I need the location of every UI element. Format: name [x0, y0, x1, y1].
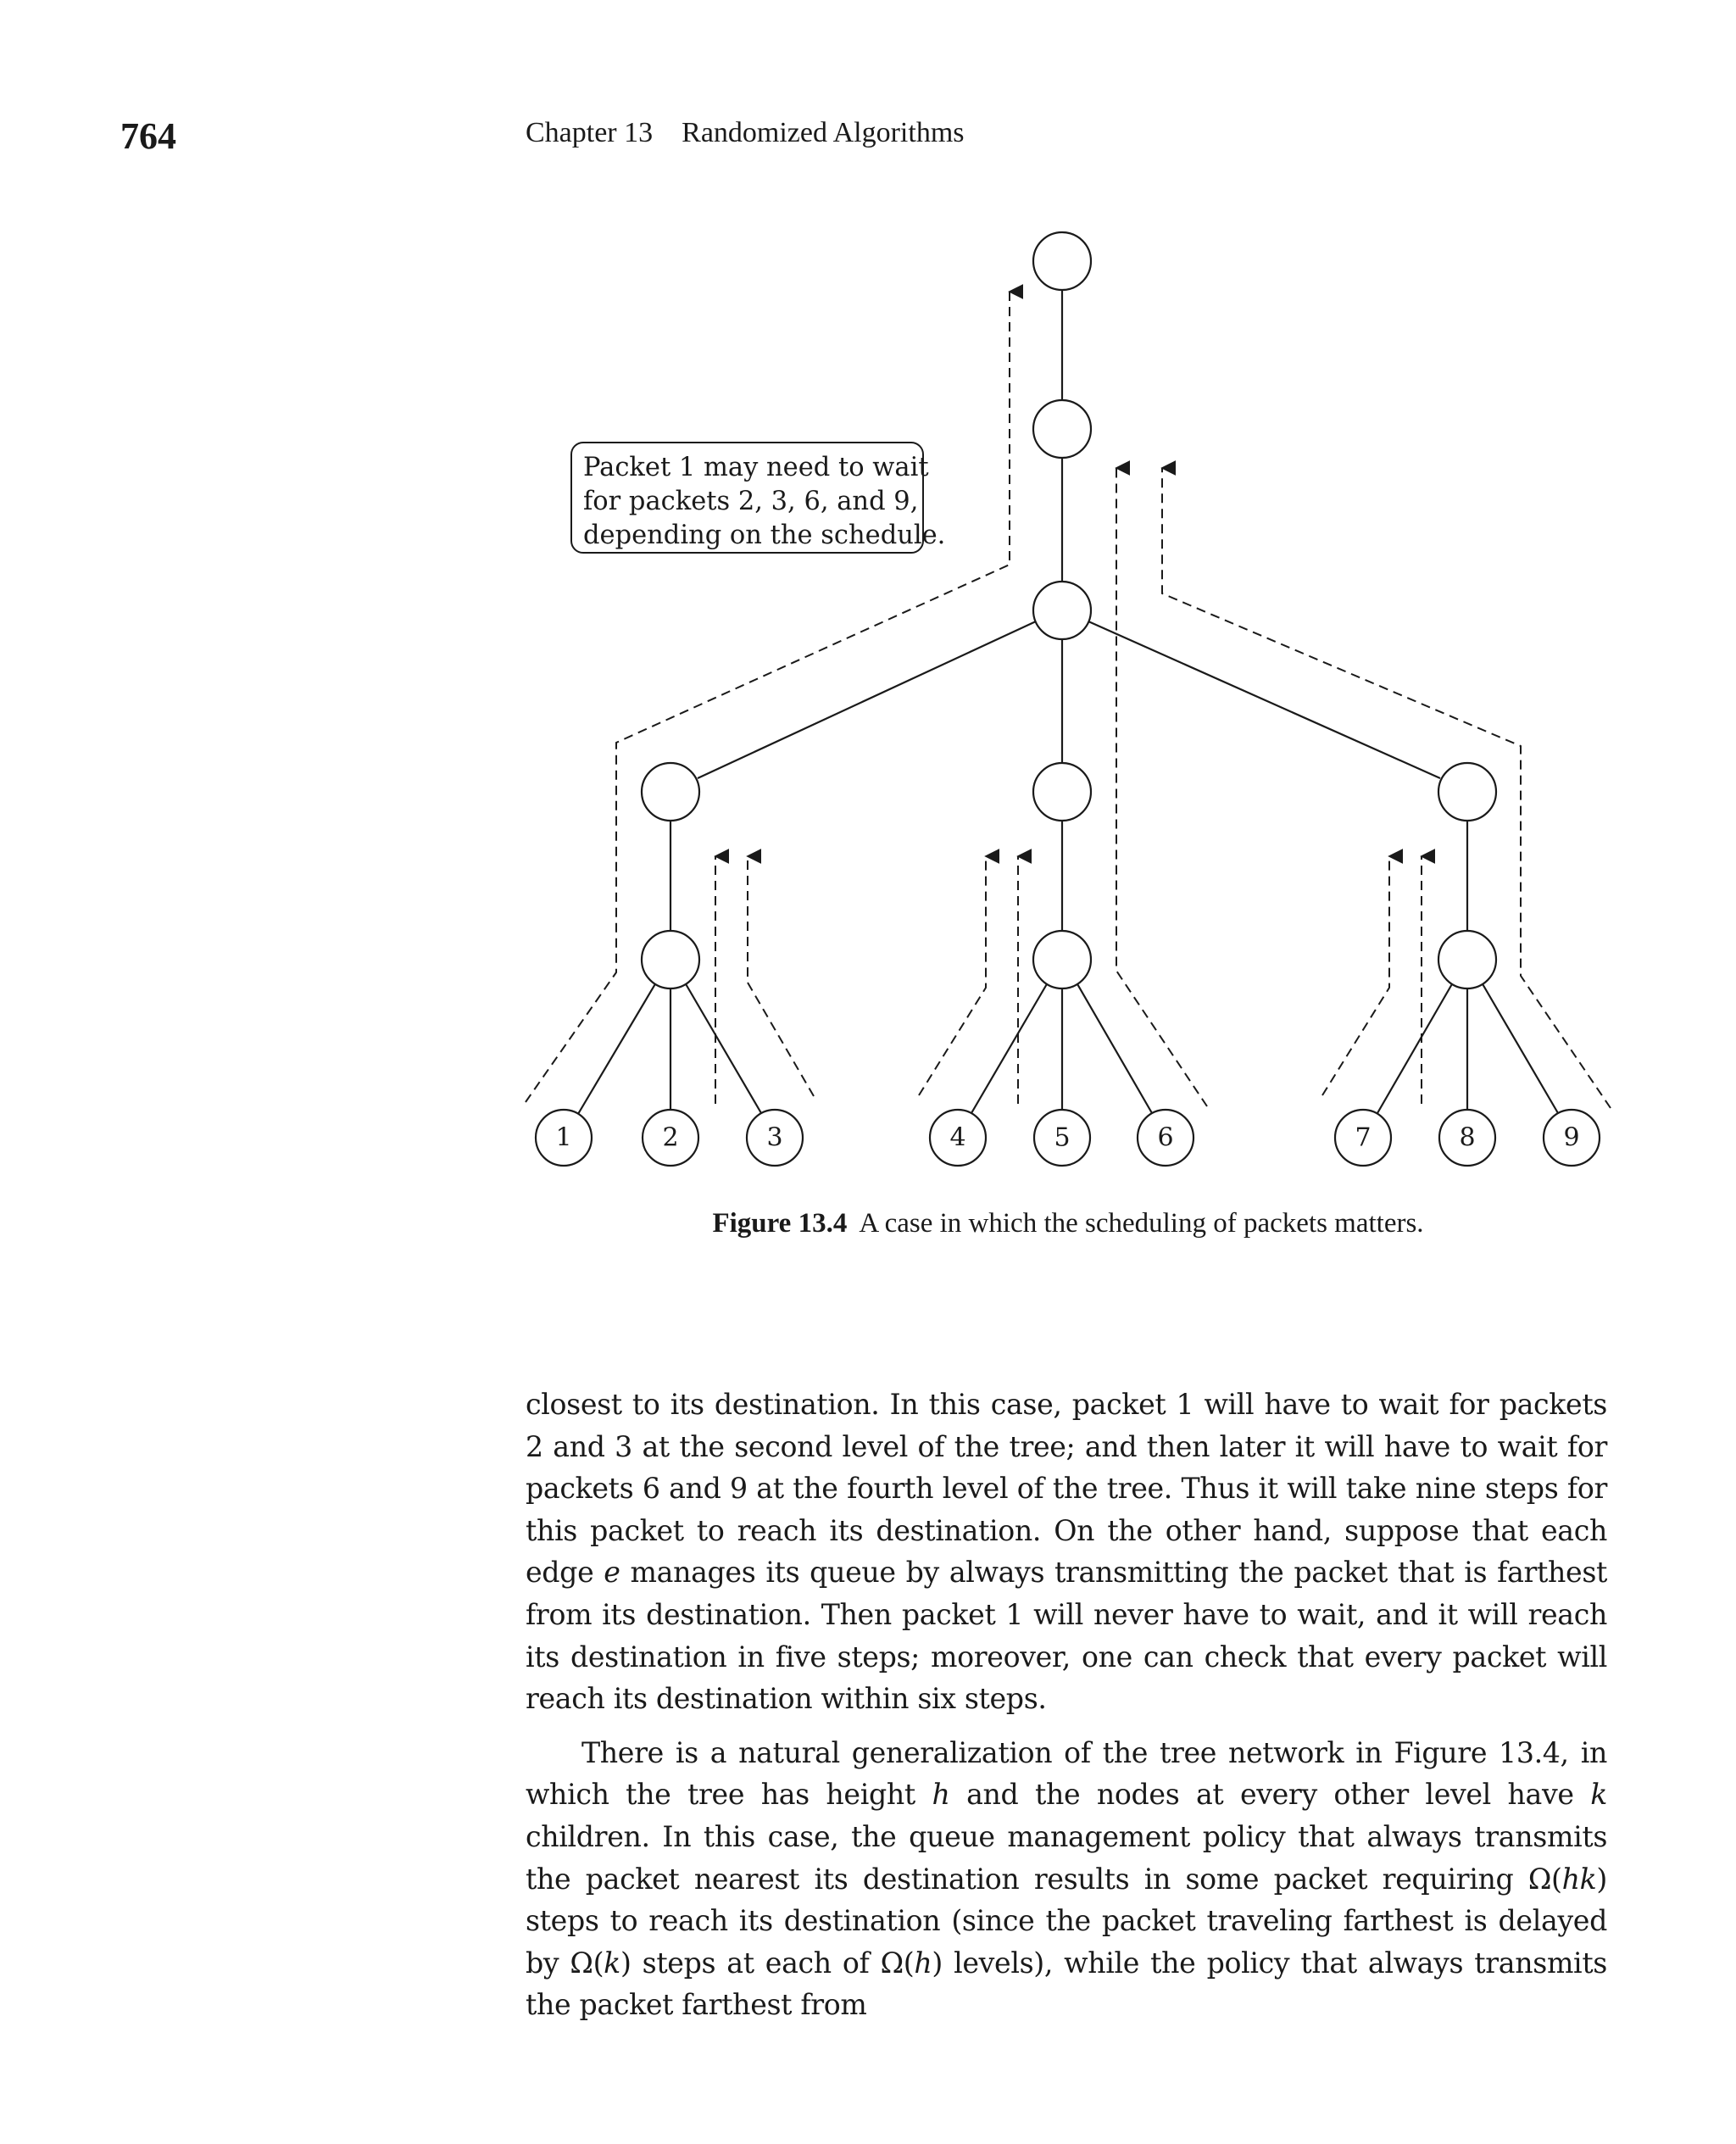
leaf-label: 4 [949, 1122, 966, 1153]
tree-node [1033, 400, 1091, 458]
callout-line: depending on the schedule. [583, 521, 946, 550]
leaf-label: 7 [1355, 1122, 1372, 1153]
callout-line: for packets 2, 3, 6, and 9, [583, 487, 919, 516]
leaf-label: 2 [662, 1122, 679, 1153]
text-run: manages its queue by always transmitting the packet that is farthest from its destination. Then packet 1 will never have to wait, and it will reach its destination in five steps; moreover, one can check that every packet will reach its destination within six steps. [526, 1556, 1607, 1716]
leaf-label: 6 [1157, 1122, 1174, 1153]
packet-4-path [919, 856, 986, 1095]
tree-node [642, 931, 699, 988]
chapter-title: Randomized Algorithms [682, 117, 965, 148]
tree-node [1438, 763, 1496, 821]
packet-3-path [748, 856, 814, 1096]
caption-label: Figure 13.4 [712, 1208, 848, 1239]
caption-text: A case in which the scheduling of packets matters. [859, 1208, 1424, 1239]
text-run: children. In this case, the queue management policy that always transmits the packet nearest its destination results in some packet requiring Ω( [526, 1819, 1607, 1896]
page-number: 764 [120, 115, 176, 157]
math-var: e [604, 1556, 620, 1590]
leaf-label: 1 [555, 1122, 572, 1153]
math-var: h [914, 1946, 932, 1980]
text-run: ) steps at each of Ω( [620, 1946, 915, 1980]
leaf-labels [555, 1123, 1579, 1153]
internal-nodes [642, 232, 1496, 988]
figure-caption [526, 1208, 1611, 1239]
tree-node [1033, 931, 1091, 988]
paragraph-2 [526, 1732, 1607, 2026]
text-run: closest to its destination. In this case, packet 1 will have to wait for packets 2 and 3 at the second level of the tree; and then later it will have to wait for packets 6 and 9 at the fourth level of the tree. Thus it will take nine steps for this packet to reach its destination. On the other hand, suppose that each edge [526, 1388, 1607, 1590]
text-run: ) levels), while the policy that always transmits the packet farthest from [526, 1946, 1607, 2022]
body-text [526, 1384, 1607, 2038]
text-run: and the nodes at every other level have [949, 1778, 1591, 1812]
math-var: k [604, 1946, 620, 1980]
math-var: k [1590, 1778, 1607, 1812]
leaf-label: 8 [1459, 1122, 1476, 1153]
tree-node [1033, 232, 1091, 290]
callout-line: Packet 1 may need to wait [583, 453, 929, 482]
packet-9-path [1162, 468, 1611, 1108]
tree-node [1438, 931, 1496, 988]
text-run: There is a natural generalization of the tree network in Figure 13.4, in which the tree has height [526, 1735, 1607, 1812]
leaf-label: 3 [766, 1122, 783, 1153]
text-run: ) steps to reach its destination (since the packet traveling farthest is delayed by Ω( [526, 1862, 1607, 1980]
chapter-label: Chapter 13 [526, 117, 654, 148]
leaf-label: 9 [1563, 1122, 1580, 1153]
packet-1-path [526, 292, 1010, 1102]
paragraph-1 [526, 1384, 1607, 1720]
math-var: hk [1561, 1862, 1597, 1896]
tree-node [1033, 582, 1091, 639]
leaf-label: 5 [1054, 1122, 1071, 1153]
math-var: h [932, 1778, 950, 1812]
tree-node [642, 763, 699, 821]
packet-7-path [1322, 856, 1389, 1095]
tree-node [1033, 763, 1091, 821]
